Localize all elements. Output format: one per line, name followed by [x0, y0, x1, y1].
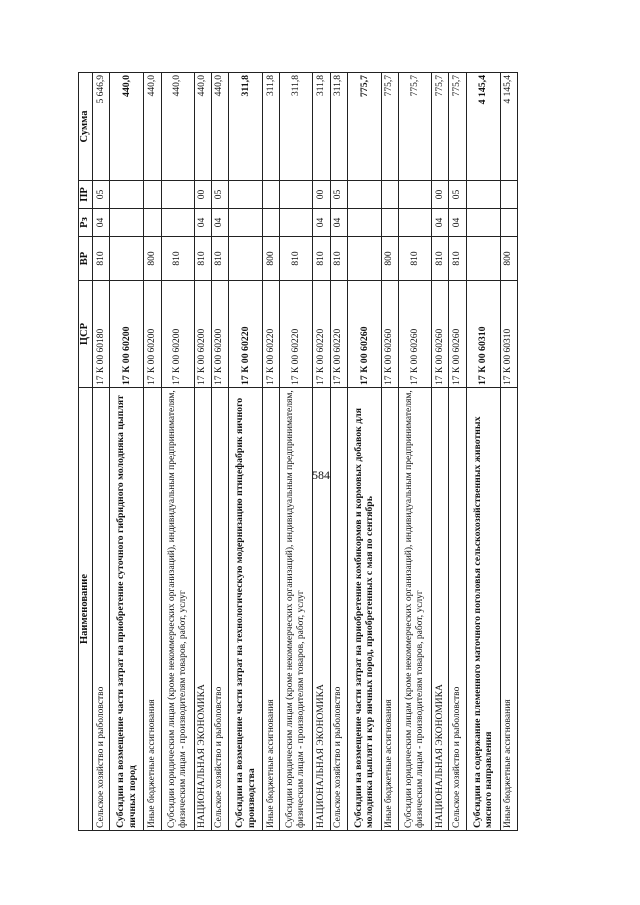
cell-rz	[144, 209, 161, 237]
table-container	[78, 73, 518, 831]
cell-vr: 800	[381, 237, 398, 281]
table-row	[432, 73, 449, 831]
header-row	[79, 73, 93, 831]
cell-sum: 775,7	[449, 73, 466, 181]
cell-pr	[381, 181, 398, 209]
cell-rz: 04	[432, 209, 449, 237]
table-row	[93, 73, 110, 831]
cell-name: Иные бюджетные ассигнования	[500, 388, 517, 831]
cell-vr	[110, 237, 144, 281]
header-csr: ЦСР	[79, 281, 93, 388]
cell-sum: 311,8	[330, 73, 347, 181]
cell-vr	[347, 237, 381, 281]
cell-pr	[263, 181, 280, 209]
cell-sum: 311,8	[263, 73, 280, 181]
cell-vr: 810	[432, 237, 449, 281]
cell-sum: 775,7	[432, 73, 449, 181]
table-row	[280, 73, 313, 831]
cell-csr: 17 К 00 60200	[211, 281, 228, 388]
cell-rz: 04	[449, 209, 466, 237]
cell-csr: 17 К 00 60260	[399, 281, 432, 388]
cell-sum: 775,7	[399, 73, 432, 181]
cell-rz	[263, 209, 280, 237]
table-row	[313, 73, 330, 831]
cell-vr: 810	[161, 237, 194, 281]
cell-csr: 17 К 00 60260	[347, 281, 381, 388]
cell-rz	[161, 209, 194, 237]
cell-sum: 775,7	[347, 73, 381, 181]
header-rz: Рз	[79, 209, 93, 237]
cell-name: Субсидии юридическим лицам (кроме некоммерческих организаций), индивидуальным предпринимателям, физическим лицам - производителям товаров, работ, услуг	[280, 388, 313, 831]
cell-csr: 17 К 00 60310	[500, 281, 517, 388]
table-row	[229, 73, 263, 831]
cell-name: Сельское хозяйство и рыболовство	[93, 388, 110, 831]
table-row	[449, 73, 466, 831]
cell-vr: 810	[399, 237, 432, 281]
cell-sum: 440,0	[144, 73, 161, 181]
cell-rz: 04	[313, 209, 330, 237]
cell-pr: 00	[313, 181, 330, 209]
cell-name: Иные бюджетные ассигнования	[144, 388, 161, 831]
header-vr: ВР	[79, 237, 93, 281]
cell-vr	[466, 237, 500, 281]
header-pr: ПР	[79, 181, 93, 209]
cell-rz	[229, 209, 263, 237]
cell-name: Субсидии на возмещение части затрат на приобретение суточного гибридного молодняка цыплят яичных пород	[110, 388, 144, 831]
cell-pr: 00	[194, 181, 211, 209]
cell-pr: 05	[449, 181, 466, 209]
cell-rz	[399, 209, 432, 237]
cell-pr: 00	[432, 181, 449, 209]
cell-csr: 17 К 00 60220	[313, 281, 330, 388]
cell-pr: 05	[93, 181, 110, 209]
cell-sum: 440,0	[211, 73, 228, 181]
cell-sum: 440,0	[194, 73, 211, 181]
cell-sum: 440,0	[110, 73, 144, 181]
cell-name: НАЦИОНАЛЬНАЯ ЭКОНОМИКА	[313, 388, 330, 831]
cell-csr: 17 К 00 60220	[263, 281, 280, 388]
cell-csr: 17 К 00 60200	[144, 281, 161, 388]
cell-rz: 04	[93, 209, 110, 237]
table-row	[263, 73, 280, 831]
cell-csr: 17 К 00 60260	[432, 281, 449, 388]
cell-vr: 810	[313, 237, 330, 281]
table-row	[381, 73, 398, 831]
cell-pr: 05	[330, 181, 347, 209]
cell-sum: 5 646,9	[93, 73, 110, 181]
cell-name: Субсидии на возмещение части затрат на приобретение комбикормов и кормовых добавок для молодняка цыплят и кур яичных пород, приобретенных с мая по сентябрь	[347, 388, 381, 831]
cell-csr: 17 К 00 60310	[466, 281, 500, 388]
cell-vr: 810	[280, 237, 313, 281]
cell-csr: 17 К 00 60260	[449, 281, 466, 388]
header-sum: Сумма	[79, 73, 93, 181]
cell-rz	[466, 209, 500, 237]
cell-name: Субсидии на возмещение части затрат на технологическую модернизацию птицефабрик яичного производства	[229, 388, 263, 831]
cell-csr: 17 К 00 60200	[110, 281, 144, 388]
cell-vr: 810	[211, 237, 228, 281]
cell-vr: 800	[144, 237, 161, 281]
cell-csr: 17 К 00 60180	[93, 281, 110, 388]
header-name: Наименование	[79, 388, 93, 831]
cell-vr: 810	[194, 237, 211, 281]
cell-vr: 800	[263, 237, 280, 281]
cell-rz	[381, 209, 398, 237]
cell-name: Субсидии юридическим лицам (кроме некоммерческих организаций), индивидуальным предпринимателям, физическим лицам - производителям товаров, работ, услуг	[399, 388, 432, 831]
cell-csr: 17 К 00 60220	[229, 281, 263, 388]
cell-sum: 4 145,4	[466, 73, 500, 181]
cell-vr	[229, 237, 263, 281]
table-row	[194, 73, 211, 831]
cell-name: НАЦИОНАЛЬНАЯ ЭКОНОМИКА	[432, 388, 449, 831]
table-row	[161, 73, 194, 831]
cell-sum: 311,8	[313, 73, 330, 181]
cell-rz: 04	[330, 209, 347, 237]
table-row	[500, 73, 517, 831]
table-row	[110, 73, 144, 831]
cell-rz	[110, 209, 144, 237]
cell-name: Сельское хозяйство и рыболовство	[330, 388, 347, 831]
cell-csr: 17 К 00 60260	[381, 281, 398, 388]
cell-pr	[466, 181, 500, 209]
table-body	[93, 73, 518, 831]
cell-csr: 17 К 00 60200	[161, 281, 194, 388]
cell-csr: 17 К 00 60220	[280, 281, 313, 388]
cell-sum: 4 145,4	[500, 73, 517, 181]
budget-table	[78, 72, 518, 831]
cell-rz	[347, 209, 381, 237]
table-row	[399, 73, 432, 831]
cell-name: Субсидии юридическим лицам (кроме некоммерческих организаций), индивидуальным предпринимателям, физическим лицам - производителям товаров, работ, услуг	[161, 388, 194, 831]
cell-pr	[110, 181, 144, 209]
page-number: 584	[312, 468, 330, 482]
cell-name: Иные бюджетные ассигнования	[381, 388, 398, 831]
cell-vr: 810	[93, 237, 110, 281]
cell-pr	[280, 181, 313, 209]
cell-pr	[144, 181, 161, 209]
cell-vr: 810	[330, 237, 347, 281]
cell-sum: 311,8	[280, 73, 313, 181]
cell-name: Сельское хозяйство и рыболовство	[449, 388, 466, 831]
cell-rz: 04	[194, 209, 211, 237]
cell-name: НАЦИОНАЛЬНАЯ ЭКОНОМИКА	[194, 388, 211, 831]
cell-sum: 775,7	[381, 73, 398, 181]
cell-sum: 440,0	[161, 73, 194, 181]
cell-name: Иные бюджетные ассигнования	[263, 388, 280, 831]
cell-pr	[399, 181, 432, 209]
cell-csr: 17 К 00 60200	[194, 281, 211, 388]
table-row	[211, 73, 228, 831]
cell-pr	[500, 181, 517, 209]
cell-pr	[347, 181, 381, 209]
table-row	[347, 73, 381, 831]
table-row	[466, 73, 500, 831]
cell-rz	[500, 209, 517, 237]
cell-vr: 810	[449, 237, 466, 281]
cell-pr	[229, 181, 263, 209]
cell-rz: 04	[211, 209, 228, 237]
cell-csr: 17 К 00 60220	[330, 281, 347, 388]
cell-pr	[161, 181, 194, 209]
table-row	[330, 73, 347, 831]
table-row	[144, 73, 161, 831]
cell-pr: 05	[211, 181, 228, 209]
cell-name: Сельское хозяйство и рыболовство	[211, 388, 228, 831]
cell-vr: 800	[500, 237, 517, 281]
rotated-table-frame	[78, 73, 518, 831]
cell-sum: 311,8	[229, 73, 263, 181]
cell-name: Субсидии на содержание племенного маточного поголовья сельскохозяйственных животных мясного направления	[466, 388, 500, 831]
cell-rz	[280, 209, 313, 237]
